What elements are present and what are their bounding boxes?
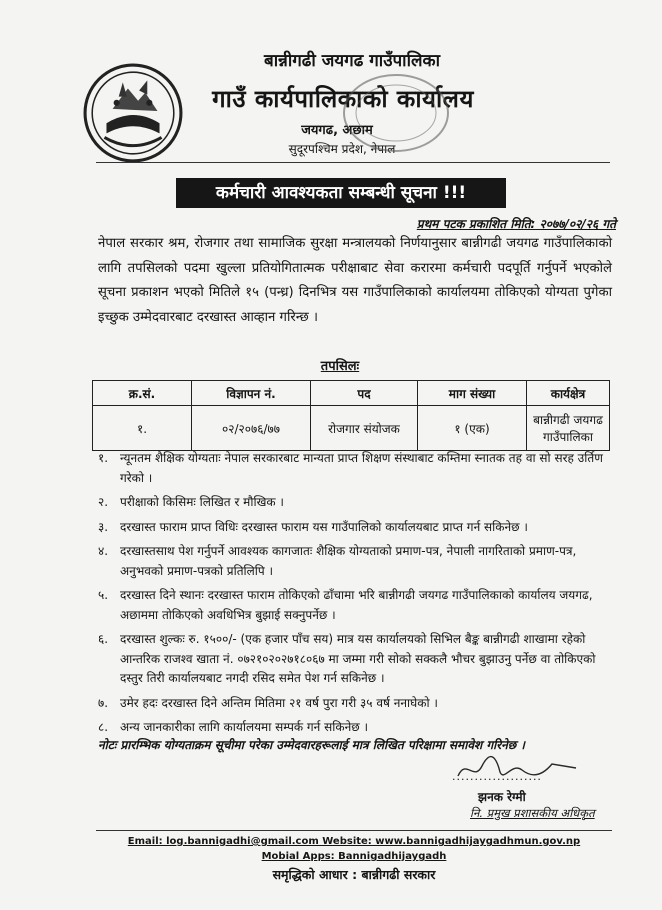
province-name: सुदूरपश्चिम प्रदेश, नेपाल <box>288 142 396 156</box>
item-number: २. <box>98 495 109 509</box>
notice-title: कर्मचारी आवश्यकता सम्बन्धी सूचना !!! <box>176 178 506 208</box>
header-divider <box>96 162 610 163</box>
item-text: परीक्षाको किसिमः लिखित र मौखिक । <box>120 495 284 509</box>
footer-divider <box>96 830 612 831</box>
office-name: गाउँ कार्यपालिकाको कार्यालय <box>212 85 474 113</box>
col-header-serial: क्र.सं. <box>93 381 192 406</box>
list-item <box>98 542 614 581</box>
municipality-name: बान्नीगढी जयगढ गाउँपालिका <box>264 51 440 71</box>
signature-line: .................... <box>452 770 542 783</box>
footer-mobile-apps: Mobial Apps: Bannigadhijaygadh <box>261 851 447 862</box>
list-item <box>98 518 614 538</box>
signatory-name: झनक रेग्मी <box>478 790 526 804</box>
cell-post: रोजगार संयोजक <box>311 406 418 451</box>
footer-contact: Email: log.bannigadhi@gmail.com Website: www.bannigadhijaygadhmun.gov.np <box>127 836 581 847</box>
conditions-list <box>98 449 614 743</box>
office-seal-stamp <box>336 68 456 158</box>
col-header-ad-number: विज्ञापन नं. <box>192 381 311 406</box>
item-text: दरखास्त शुल्कः रु. १५००/- (एक हजार पाँच सय) मात्र यस कार्यालयको सिभिल बैङ्क बान्नीगढी शाखामा रहेको आन्तरिक राजश्व खाता नं. ०७२१०२०२७१८०६७ मा जम्मा गरी सोको सक्कलै भौचर बुझाउनु पर्नेछ वा तोकिएको दस्तुर तिरी कार्यालयबाट नगदी रसिद समेत पेश गर्न सकिनेछ । <box>120 632 596 685</box>
office-location: जयगढ, अछाम <box>301 123 373 138</box>
signatory-title: नि. प्रमुख प्रशासकीय अधिकृत <box>470 806 595 820</box>
cell-serial: १. <box>93 406 192 451</box>
table-row <box>93 406 610 451</box>
item-number: ७. <box>98 695 109 710</box>
list-item <box>98 718 614 738</box>
list-item <box>98 630 614 689</box>
item-number: १. <box>98 451 109 465</box>
list-item <box>98 449 614 488</box>
publish-date: प्रथम पटक प्रकाशित मिति: २०७७/०२/२६ गते <box>416 217 616 231</box>
col-header-post: पद <box>311 381 418 406</box>
cell-demand: १ (एक) <box>418 406 527 451</box>
item-text: न्यूनतम शैक्षिक योग्यताः नेपाल सरकारबाट मान्यता प्राप्त शिक्षण संस्थाबाट कम्तिमा स्नातक तह वा सो सरह उर्तिण गरेको । <box>120 451 603 485</box>
item-text: उमेर हदः दरखास्त दिने अन्तिम मितिमा २१ वर्ष पुरा गरी ३५ वर्ष ननाघेको । <box>120 695 438 710</box>
note-text: नोटः प्रारम्भिक योग्यताक्रम सूचीमा परेका उम्मेदवारहरूलाई मात्र लिखित परिक्षामा समावेश गरिनेछ । <box>98 738 525 752</box>
item-number: ४. <box>98 544 109 558</box>
table-caption: तपसिलः <box>320 359 360 374</box>
intro-paragraph: नेपाल सरकार श्रम, रोजगार तथा सामाजिक सुरक्षा मन्त्रालयको निर्णयानुसार बान्नीगढी जयगढ गाउँपालिकाको लागि तपसिलको पदमा खुल्ला प्रतियोगितात्मक परीक्षाबाट सेवा करारमा कर्मचारी पदपूर्ति गर्नुपर्ने भएकोले सूचना प्रकाशन भएको मितिले १५ (पन्ध्र) दिनभित्र यस गाउँपालिकाको कार्यालयमा तोकिएको योग्यता पुगेका इच्छुक उम्मेदवारबाट दरखास्त आव्हान गरिन्छ । <box>98 236 612 325</box>
item-text: दरखास्तसाथ पेश गर्नुपर्ने आवश्यक कागजातः शैक्षिक योग्यताको प्रमाण-पत्र, नेपाली नागरिताको प्रमाण-पत्र, अनुभवको प्रमाण-पत्रको प्रतिलिपि । <box>120 544 577 578</box>
item-number: ५. <box>98 588 109 602</box>
item-text: अन्य जानकारीका लागि कार्यालयमा सम्पर्क गर्न सकिनेछ । <box>120 720 369 734</box>
cell-ad-number: ०२/२०७६/७७ <box>192 406 311 451</box>
table-header-row <box>93 381 610 406</box>
item-text: दरखास्त फाराम प्राप्त विधिः दरखास्त फाराम यस गाउँपालिको कार्यालयबाट प्राप्त गर्न सकिनेछ । <box>120 519 528 534</box>
item-number: ६. <box>98 632 109 646</box>
col-header-workplace: कार्यक्षेत्र <box>527 381 610 406</box>
list-item <box>98 586 614 625</box>
vacancy-table <box>92 380 610 451</box>
list-item <box>98 694 614 714</box>
footer-motto: समृद्धिको आधार : बान्नीगढी सरकार <box>272 867 436 882</box>
nepal-government-emblem-icon <box>82 62 184 164</box>
cell-workplace: बान्नीगढी जयगढ गाउँपालिका <box>527 406 610 451</box>
item-number: ३. <box>98 519 109 534</box>
item-number: ८. <box>98 720 109 734</box>
list-item <box>98 493 614 513</box>
col-header-demand: माग संख्या <box>418 381 527 406</box>
item-text: दरखास्त दिने स्थानः दरखास्त फाराम तोकिएको ढाँचामा भरि बान्नीगढी जयगढ गाउँपालिकाको कार्यालय जयगढ, अछाममा तोकिएको अवधिभित्र बुझाई सक्नुपर्नेछ । <box>120 588 593 622</box>
